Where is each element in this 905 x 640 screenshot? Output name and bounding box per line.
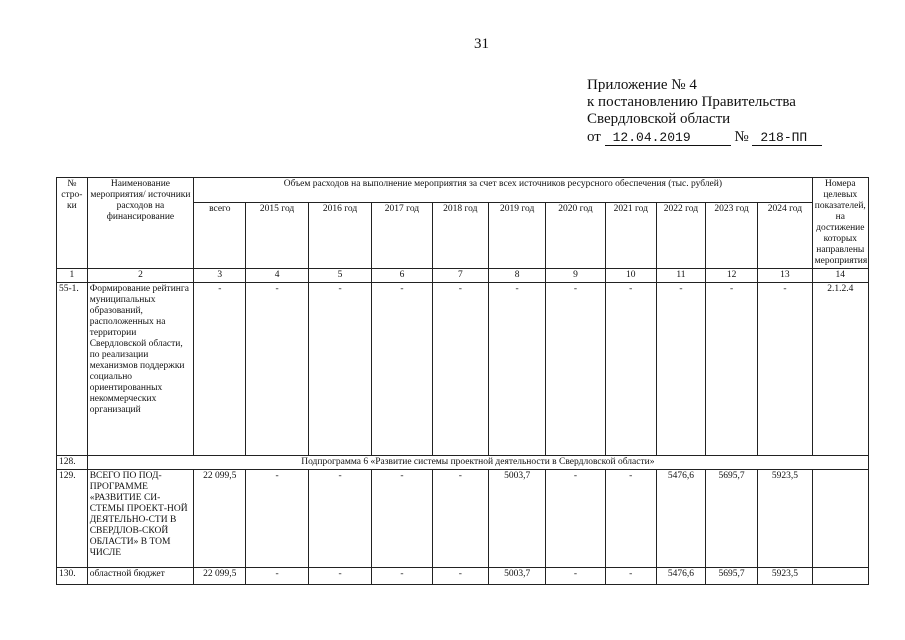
header-total: всего (194, 203, 246, 269)
column-index: 1 (57, 269, 88, 283)
header-row (57, 178, 869, 203)
row-targets: 2.1.2.4 (812, 283, 868, 456)
appendix-block (587, 77, 822, 146)
row-value: - (432, 470, 488, 568)
column-index: 9 (546, 269, 605, 283)
row-value: - (546, 283, 605, 456)
decree-date: 12.04.2019 (605, 131, 731, 146)
row-value: 5476,6 (656, 568, 705, 585)
expenditure-table (56, 177, 869, 585)
column-index: 11 (656, 269, 705, 283)
table-row (57, 470, 869, 568)
header-year: 2021 год (605, 203, 656, 269)
column-index-row (57, 269, 869, 283)
row-value: - (372, 568, 432, 585)
column-index: 12 (706, 269, 758, 283)
row-value: - (546, 568, 605, 585)
subprogram-title: Подпрограмма 6 «Развитие системы проектной деятельности в Свердловской области» (87, 456, 868, 470)
number-label: № (734, 129, 749, 145)
row-value: 5923,5 (758, 470, 812, 568)
header-year: 2020 год (546, 203, 605, 269)
row-total: 22 099,5 (194, 568, 246, 585)
column-index: 7 (432, 269, 488, 283)
appendix-region: Свердловской области (587, 111, 731, 127)
page-number: 31 (474, 36, 489, 52)
column-index: 4 (246, 269, 308, 283)
table-row (57, 568, 869, 585)
row-value: 5003,7 (488, 568, 545, 585)
row-number: 129. (57, 470, 88, 568)
header-targets: Номера целевых показателей, на достижение которых направлены мероприятия (812, 178, 868, 269)
header-volume: Объем расходов на выполнение мероприятия за счет всех источников ресурсного обеспечения (тыс. рублей) (194, 178, 812, 203)
row-value: - (246, 470, 308, 568)
column-index: 2 (87, 269, 193, 283)
row-value: - (605, 568, 656, 585)
row-value: 5923,5 (758, 568, 812, 585)
row-value: - (308, 470, 371, 568)
header-year: 2023 год (706, 203, 758, 269)
row-value: - (605, 470, 656, 568)
row-name: областной бюджет (87, 568, 193, 585)
row-value: 5003,7 (488, 470, 545, 568)
from-label: от (587, 129, 601, 145)
header-year: 2019 год (488, 203, 545, 269)
row-value: - (372, 283, 432, 456)
row-value: - (432, 568, 488, 585)
header-year: 2015 год (246, 203, 308, 269)
row-number: 130. (57, 568, 88, 585)
row-value: 5695,7 (706, 470, 758, 568)
appendix-date-line (587, 129, 822, 146)
row-total: 22 099,5 (194, 470, 246, 568)
column-index: 13 (758, 269, 812, 283)
row-value: - (758, 283, 812, 456)
table-row (57, 283, 869, 456)
row-value: - (706, 283, 758, 456)
appendix-ref: к постановлению Правительства (587, 94, 796, 110)
header-year: 2024 год (758, 203, 812, 269)
header-year: 2017 год (372, 203, 432, 269)
row-value: - (432, 283, 488, 456)
appendix-title: Приложение № 4 (587, 77, 697, 93)
row-value: - (605, 283, 656, 456)
row-value: 5695,7 (706, 568, 758, 585)
header-year: 2016 год (308, 203, 371, 269)
row-targets (812, 568, 868, 585)
row-value: - (308, 283, 371, 456)
subprogram-row (57, 456, 869, 470)
row-targets (812, 470, 868, 568)
row-value: - (372, 470, 432, 568)
row-value: 5476,6 (656, 470, 705, 568)
column-index: 3 (194, 269, 246, 283)
column-index: 10 (605, 269, 656, 283)
row-value: - (246, 568, 308, 585)
row-total: - (194, 283, 246, 456)
row-name: Формирование рейтинга муниципальных образований, расположенных на территории Свердловской области, по реализации механизмов поддержки социально ориентированных некоммерческих организаций (87, 283, 193, 456)
decree-number: 218-ПП (752, 131, 822, 146)
row-value: - (488, 283, 545, 456)
header-name: Наименование мероприятия/ источники расходов на финансирование (87, 178, 193, 269)
row-value: - (546, 470, 605, 568)
row-value: - (246, 283, 308, 456)
row-value: - (308, 568, 371, 585)
column-index: 6 (372, 269, 432, 283)
row-number: 128. (57, 456, 88, 470)
column-index: 8 (488, 269, 545, 283)
header-year: 2022 год (656, 203, 705, 269)
column-index: 5 (308, 269, 371, 283)
row-value: - (656, 283, 705, 456)
header-row-num: № стро-ки (57, 178, 88, 269)
row-number: 55-1. (57, 283, 88, 456)
row-name: ВСЕГО ПО ПОД-ПРОГРАММЕ «РАЗВИТИЕ СИ-СТЕМЫ ПРОЕКТ-НОЙ ДЕЯТЕЛЬНО-СТИ В СВЕРДЛОВ-СКОЙ ОБЛАСТИ» В ТОМ ЧИСЛЕ (87, 470, 193, 568)
header-year: 2018 год (432, 203, 488, 269)
column-index: 14 (812, 269, 868, 283)
